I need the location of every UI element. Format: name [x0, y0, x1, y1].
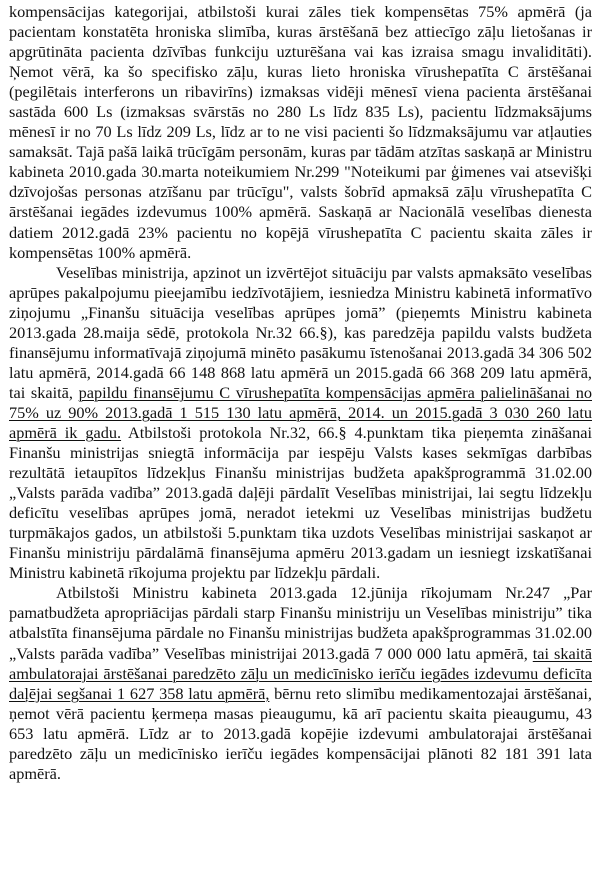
text-segment: Atbilstoši protokola Nr.32, 66.§ 4.punktam tika pieņemta zināšanai Finanšu ministrijas sniegtā informācija par iespēju Valsts kases sekmīgas darbības rezultātā ietaupītos līdzekļus Finanšu ministrijas budžeta apakšprogrammā 31.02.00 „Valsts parāda vadība” 2013.gadā daļēji pārdalīt Veselības ministrijai, lai segtu līdzekļu deficītu veselības aprūpes jomā, neradot ietekmi uz Veselības ministrijas budžetu turpmākajos gados, un atbilstoši 5.punktam tika uzdots Veselības ministrijai saskaņot ar Finanšu ministriju pārdalāmā finansējuma apmēru 2013.gadam un iesniegt izskatīšanai Ministru kabinetā rīkojuma projektu par līdzekļu pārdali. — [9, 422, 592, 583]
underlined-deficit-statement: tai skaitā ambulatorajai ārstēšanai paredzēto zāļu un medicīnisko ierīču iegādes izdevumu deficīta daļējai segšanai 1 627 358 latu apmērā, — [9, 643, 592, 703]
text-segment: Atbilstoši Ministru kabineta 2013.gada 12.jūnija rīkojumam Nr.247 „Par pamatbudžeta apropriācijas pārdali starp Finanšu ministriju un Veselības ministriju” tika atbalstīta finansējuma pārdale no Finanšu ministrijas budžeta apakšprogrammas 31.02.00 „Valsts parāda vadība” Veselības ministrijai 2013.gadā 7 000 000 latu apmērā, — [9, 583, 592, 663]
text-segment: kompensācijas kategorijai, atbilstoši kurai zāles tiek kompensētas 75% apmērā (ja pacientam konstatēta hroniska slimība, kuras ārstēšanā bez attiecīgo zāļu lietošanas ir apgrūtināta pacienta dzīvības funkciju uzturēšana vai kas izraisa smagu invaliditāti). Ņemot vērā, ka šo specifisko zāļu, kuras lieto hroniska vīrushepatīta C ārstēšanai (pegilētais interferons un ribavirīns) izmaksas vidēji mēnesī viena pacienta ārstēšanai sastāda 600 Ls (izmaksas svārstās no 280 Ls līdz 835 Ls), pacientu līdzmaksājums mēnesī ir no 70 Ls līdz 209 Ls, līdz ar to ne visi pacienti šo līdzmaksājumu var atļauties samaksāt. Tajā pašā laikā trūcīgām personām, kuras par tādām atzītas saskaņā ar Ministru kabineta 2010.gada 30.marta noteikumiem Nr.299 "Noteikumi par ģimenes vai atsevišķi dzīvojošas personas atzīšanu par trūcīgu", valsts šobrīd apmaksā zāļu vīrushepatīta C ārstēšanai iegādes izdevumus 100% apmērā. Saskaņā ar Nacionālā veselības dienesta datiem 2012.gadā 23% pacientu no kopējā vīrushepatīta C pacientu skaita zāles ir kompensētas 100% apmērā. — [9, 2, 592, 262]
underlined-funding-statement: papildu finansējumu C vīrushepatīta kompensācijas apmēra palielināšanai no 75% uz 90% 2013.gadā 1 515 130 latu apmērā, 2014. un 2015.gadā 3 030 260 latu apmērā ik gadu. — [9, 382, 592, 442]
text-segment: bērnu reto slimību medikamentozajai ārstēšanai, ņemot vērā pacientu ķermeņa masas pieaugumu, kā arī pacientu skaita pieaugumu, 43 653 latu apmērā. Līdz ar to 2013.gadā kopējie izdevumi ambulatorajai ārstēšanai paredzēto zāļu un medicīnisko ierīču iegādes kompensācijai plānoti 82 181 391 lata apmērā. — [9, 683, 593, 783]
text-segment: Veselības ministrija, apzinot un izvērtējot situāciju par valsts apmaksāto veselības aprūpes pakalpojumu pieejamību iedzīvotājiem, iesniedza Ministru kabinetā informatīvo ziņojumu „Finanšu situācija veselības aprūpes jomā” (pieņemts Ministru kabineta 2013.gada 28.maija sēdē, protokola Nr.32 66.§), kas paredzēja papildu valsts budžeta finansējumu informatīvajā ziņojumā minēto pasākumu īstenošanai 2013.gadā 34 306 502 latu apmērā, 2014.gadā 66 148 868 latu apmērā un 2015.gadā 66 368 209 latu apmērā, tai skaitā, — [9, 262, 592, 402]
paragraph-hepatitis-c-compensation — [9, 2, 592, 263]
paragraph-cabinet-order — [9, 583, 592, 783]
paragraph-ministry-report — [9, 263, 592, 584]
